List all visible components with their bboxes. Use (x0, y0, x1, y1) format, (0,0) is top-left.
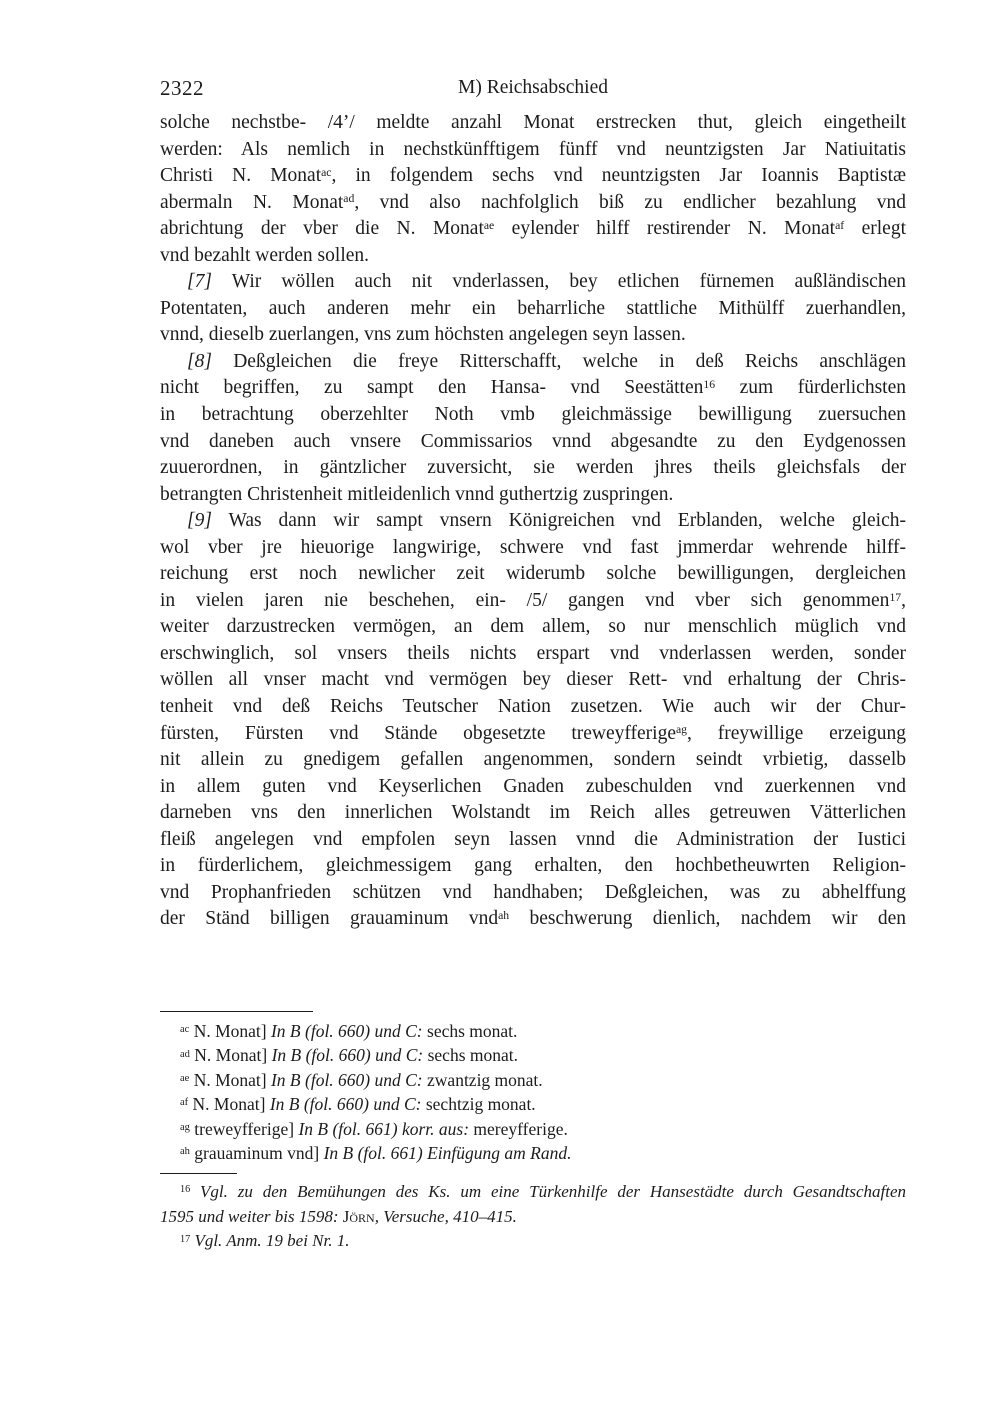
text-line: Christi N. Monat$^{ac}$, in folgendem sechs vnd neuntzigsten Jar Ioannis Baptistæ (160, 165, 906, 187)
text-line: in betrachtung oberzehlter Noth vmb gleichmässige bewilligung zuersuchen (160, 404, 906, 426)
text-line: wol vber jre hieuorige langwirige, schwere vnd fast jmmerdar wehrende hilff- (160, 536, 906, 558)
footnotes-block (160, 1173, 906, 1254)
text-line: tenheit vnd deß Reichs Teutscher Nation zusetzen. Wie auch wir der Chur- (160, 696, 906, 718)
footnote-line: 1595 und weiter bis 1598: Jörn, Versuche, 410–415. (160, 1206, 517, 1226)
text-line: [8] Deßgleichen die freye Ritterschafft, welche in deß Reichs anschlägen (187, 350, 906, 372)
paragraph (160, 110, 906, 269)
apparatus-notes (160, 1019, 906, 1165)
paragraph (160, 269, 906, 349)
text-line: fleiß angelegen vnd empfolen seyn lassen vnnd die Administration der Iustici (160, 828, 906, 850)
apparatus-note: $^{ae}$ N. Monat] In B (fol. 660) und C: zwantzig monat. (180, 1069, 543, 1090)
footnote-notes (160, 1180, 906, 1254)
text-line: abermaln N. Monat$^{ad}$, vnd also nachfolglich biß zu endlicher bezahlung vnd (160, 191, 906, 213)
text-line: in vielen jaren nie beschehen, ein- /5/ gangen vnd vber sich genommen$^{17}$, (160, 589, 906, 611)
text-line: solche nechstbe- /4’/ meldte anzahl Monat erstrecken thut, gleich eingetheilt (160, 112, 906, 133)
page-number: 2322 (160, 76, 204, 100)
text-line: in allem guten vnd Keyserlichen Gnaden zubeschulden vnd zuerkennen vnd (160, 775, 906, 797)
text-line: nit allein zu gnedigem gefallen angenommen, sondern seindt vrbietig, dasselb (160, 749, 906, 771)
text-line: [9] Was dann wir sampt vnsern Königreichen vnd Erblanden, welche gleich- (187, 510, 906, 532)
main-text-block (160, 110, 906, 933)
text-line: in fürderlichem, gleichmessigem gang erhalten, den hochbetheuwrten Religion- (160, 855, 906, 877)
apparatus-note: $^{af}$ N. Monat] In B (fol. 660) und C: sechtzig monat. (180, 1094, 536, 1115)
text-line: darneben vns den innerlichen Wolstandt im Reich alles getreuwen Vätterlichen (160, 802, 906, 824)
text-line: vnd bezahlt werden sollen. (160, 244, 370, 266)
text-line: Potentaten, auch anderen mehr ein beharrliche stattliche Mithülff zuerhandlen, (160, 297, 906, 319)
text-line: vnnd, dieselb zuerlangen, vns zum höchsten angelegen seyn lassen. (160, 324, 686, 346)
footnote-divider-rule (160, 1173, 237, 1174)
text-line: erschwinglich, sol vnsers theils nichts erspart vnd vnderlassen werden, sonder (160, 642, 906, 664)
text-line: betrangten Christenheit mitleidenlich vnnd guthertzig zuspringen. (160, 483, 674, 505)
apparatus-note: $^{ac}$ N. Monat] In B (fol. 660) und C: sechs monat. (180, 1021, 518, 1041)
text-line: abrichtung der vber die N. Monat$^{ae}$ eylender hilff restirender N. Monat$^{af}$ erlegt (160, 218, 906, 240)
apparatus-note: $^{ah}$ grauaminum vnd] In B (fol. 661) Einfügung am Rand. (180, 1142, 572, 1163)
running-title: M) Reichsabschied (457, 77, 608, 98)
footnote-line: $^{16}$ Vgl. zu den Bemühungen des Ks. um eine Türkenhilfe der Hansestädte durch Gesandtschaften (180, 1182, 906, 1201)
text-line: vnd Prophanfrieden schützen vnd handhaben; Deßgleichen, was zu abhelffung (160, 881, 906, 903)
text-line: vnd daneben auch vnsere Commissarios vnnd abgesandte zu den Eydgenossen (160, 430, 906, 452)
text-line: [7] Wir wöllen auch nit vnderlassen, bey etlichen fürnemen außländischen (187, 271, 906, 293)
text-line: wöllen all vnser macht vnd vermögen bey dieser Rett- vnd erhaltung der Chris- (160, 669, 906, 691)
apparatus-divider-rule (160, 1011, 313, 1012)
text-line: reichung erst noch newlicher zeit widerumb solche bewilligungen, dergleichen (160, 563, 906, 585)
apparatus-note: $^{ad}$ N. Monat] In B (fol. 660) und C: sechs monat. (180, 1045, 519, 1066)
running-head (160, 76, 906, 104)
footnote-line: $^{17}$ Vgl. Anm. 19 bei Nr. 1. (180, 1231, 350, 1251)
paragraph (160, 508, 906, 933)
text-line: fürsten, Fürsten vnd Stände obgesetzte treweyfferige$^{ag}$, freywillige erzeigung (160, 722, 906, 744)
text-line: der Ständ billigen grauaminum vnd$^{ah}$ beschwerung dienlich, nachdem wir den (160, 908, 906, 930)
apparatus-note: $^{ag}$ treweyfferige] In B (fol. 661) korr. aus: mereyfferige. (180, 1118, 568, 1139)
text-line: werden: Als nemlich in nechstkünfftigem fünff vnd neuntzigsten Jar Natiuitatis (160, 138, 906, 160)
text-line: nicht begriffen, zu sampt den Hansa- vnd Seestätten$^{16}$ zum fürderlichsten (160, 377, 906, 399)
paragraph (160, 349, 906, 508)
text-line: weiter darzustrecken vermögen, an dem allem, so nur menschlich müglich vnd (160, 616, 906, 638)
text-line: zuuerordnen, in gäntzlicher zuversicht, sie werden jhres theils gleichsfals der (160, 457, 906, 479)
critical-apparatus (160, 1011, 906, 1165)
